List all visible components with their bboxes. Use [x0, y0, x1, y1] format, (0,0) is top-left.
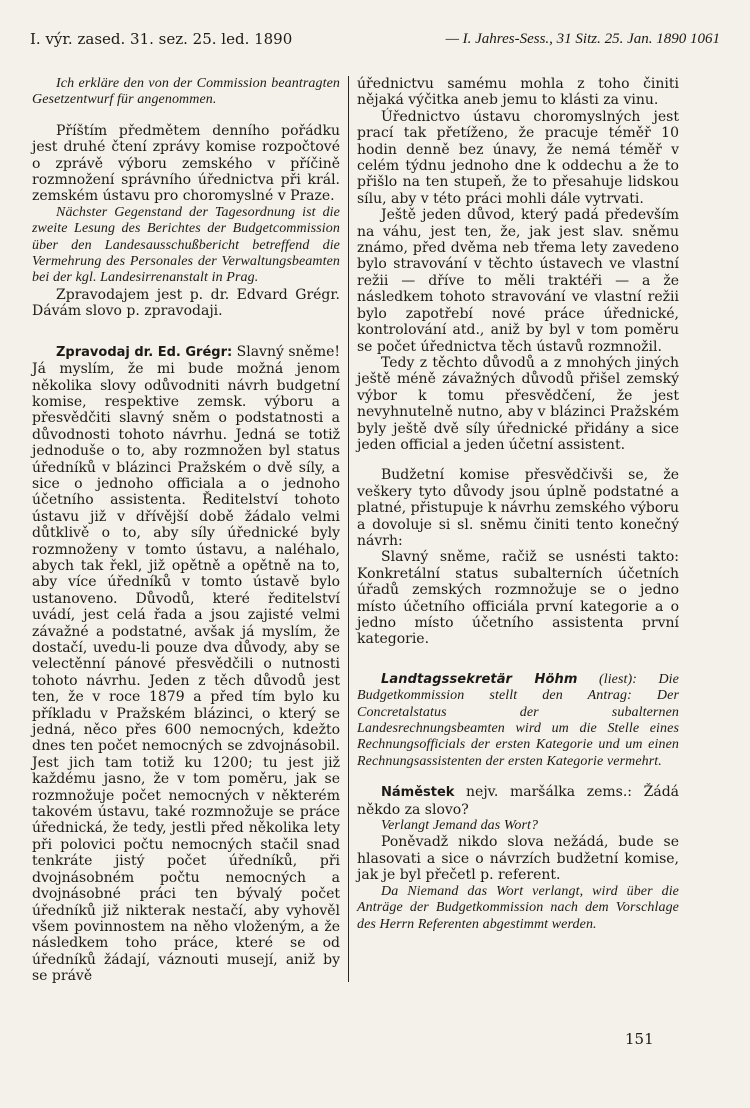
paragraph	[357, 467, 679, 549]
paragraph-text: Da Niemand das Wort verlangt, wird über die Anträge der Budgetkommission nach dem Vorschlage des Herrn Referenten abgestimmt werden.	[357, 883, 679, 932]
page-number: 151	[625, 1030, 654, 1048]
paragraph-gap	[357, 453, 679, 467]
paragraph-text: Poněvadž nikdo slova nežádá, bude se hlasovati a sice o návrzích budžetní komise, jak je byl přečetl p. referent.	[357, 834, 679, 884]
paragraph-text: Ještě jeden důvod, který padá především na váhu, jest ten, že, jak jest slav. sněmu známo, před dvěma neb třema lety zavedeno bylo stravování v těchto ústavech ve vlastní režii — dříve to měli traktéři — a že následkem tohoto stravování ve vlastní režii bylo zapotřebí nové práce úřednické, kontrolování atd., aniž by byl v tom poměru se počet úřednictva těch ústavů rozmnožil.	[357, 207, 679, 355]
paragraph	[357, 109, 679, 207]
paragraph-text: nejv. maršálka zems.: Žádá někdo za slovo?	[357, 784, 679, 818]
speaker-name: Náměstek	[381, 785, 455, 801]
paragraph-text: Úřednictvo ústavu choromyslných jest prací tak přetíženo, že pracuje téměř 10 hodin denně bez únavy, že nemá téměř v celém týdnu jednoho dne k oddechu a že to přišlo na ten stupeň, že to přesahuje lidskou sílu, aby v této práci mohli dále vytrvati.	[357, 108, 679, 207]
paragraph-gap	[32, 109, 340, 123]
paragraph	[357, 884, 679, 933]
paragraph-text: Slavný sněme! Já myslím, že mi bude možná jenom několika slovy odůvodniti návrh budgetní komise, respektive zemsk. výboru a přesvědčiti slavný sněm o podstatnosti a důvodnosti tohoto návrhu. Jedná se totiž jednoduše o to, aby rozmnožen byl status úředníků v blázinci Pražském o dvě síly, a sice o jednoho officiala a o jednoho účetního assistenta. Ředitelství tohoto ústavu již v dřívější době žádalo velmi důtklivě o to, aby síly úřednické byly rozmnoženy v tomto ústavu, a naléhalo, abych tak řekl, již opětně a opětně na to, aby více úředníků v tomto ústavě bylo ustanoveno. Důvodů, které ředitelství uvádí, jest celá řada a jsou zajisté velmi závažné a podstatné, avšak já myslím, že dostačí, uvedu-li pouze dva důvody, aby se velectěnní pánové přesvědčili o nutnosti tohoto návrhu. Jeden z těch důvodů jest ten, že v roce 1879 a před tím bylo ku příkladu v Pražském blázinci, o který se jedná, něco přes 600 nemocných, kdežto dnes ten počet nemocných se zdvojnásobil. Jest jich tam totiž ku 1200; tu jest již každému jasno, že v tom poměru, jak se rozmnožuje počet nemocných v některém takovém ústavu, také rozmnožuje se práce úřednická, že tedy, jestli před několika lety při polovici počtu nemocných stačil snad tenkráte jistý počet úředníků, při dvojnásobném počtu nemocných a dvojnásobné práci ten bývalý počet úředníků již nikterak nestačí, aby vyhověl všem povinnostem na něho vloženým, a že následkem toho práce, které se od úředníků žádají, váznouti musejí, aniž by se právě	[32, 343, 341, 985]
paragraph-text: Tedy z těchto důvodů a z mnohých jiných ještě méně závažných důvodů přišel zemský výbor k tomu přesvědčení, že jest nevyhnutelně nutno, aby v blázinci Pražském byly ještě dvě síly úřednické přidány a sice jeden official a jeden účetní assistent.	[357, 354, 679, 453]
paragraph-text: (liest): Die Budgetkommission stellt den Antrag: Der Concretalstatus der subalternen Landesrechnungsbeamten wird um die Stelle eines Rechnungsofficials der ersten Kategorie und um einen Rechnungsassistenten der ersten Kategorie vermehrt.	[357, 671, 679, 769]
paragraph-text: Slavný sněme, račiž se usnésti takto: Konkretální status subalterních účetních úřadů zemských rozmnožuje se o jedno místo účetního officiála první kategorie a o jedno místo účetního assistenta první kategorie.	[357, 549, 679, 648]
paragraph-text: Verlangt Jemand das Wort?	[381, 818, 539, 834]
paragraph	[357, 549, 679, 647]
header-czech: I. výr. zased. 31. sez. 25. led. 1890	[30, 30, 293, 48]
paragraph-text: úřednictvu samému mohla z toho činiti nějaká výčitka aneb jemu to klásti za vinu.	[357, 76, 679, 109]
paragraph	[32, 287, 340, 320]
paragraph	[357, 355, 679, 453]
paragraph-text: Zpravodajem jest p. dr. Edvard Grégr. Dávám slovo p. zpravodaji.	[32, 286, 340, 320]
paragraph-gap	[357, 770, 679, 784]
paragraph	[357, 76, 679, 109]
page-header	[30, 30, 720, 48]
speaker-name: Landtagssekretär Höhm	[381, 671, 578, 687]
paragraph-text: Příštím předmětem denního pořádku jest druhé čtení zprávy komise rozpočtové o zprávě výboru zemského v příčině rozmnožení správního úřednictva při král. zemském ústavu pro choromyslné v Praze.	[32, 122, 340, 205]
speaker-name: Zpravodaj dr. Ed. Grégr:	[56, 344, 233, 360]
left-column	[32, 76, 340, 985]
paragraph-text: Ich erkläre den von der Commission beantragten Gesetzentwurf für angenommen.	[32, 76, 340, 108]
paragraph	[32, 76, 340, 109]
paragraph	[357, 834, 679, 883]
paragraph	[357, 207, 679, 355]
paragraph	[357, 818, 679, 834]
paragraph-text: Nächster Gegenstand der Tagesordnung ist die zweite Lesung des Berichtes der Budgetcommission über den Landesausschußbericht betreffend die Vermehrung des Personales der Verwaltungsbeamten bei der kgl. Landesirrenanstalt in Prag.	[32, 204, 340, 286]
paragraph-gap	[357, 648, 679, 672]
paragraph-text: Budžetní komise přesvědčivši se, že veškery tyto důvody jsou úplně podstatné a platné, přistupuje k návrhu zemského výboru a dovoluje si sl. sněmu činiti tento konečný návrh:	[357, 467, 679, 549]
right-column	[348, 76, 679, 982]
paragraph	[357, 784, 679, 818]
paragraph	[32, 123, 340, 205]
paragraph-gap	[32, 320, 340, 344]
paragraph	[32, 205, 340, 287]
paragraph	[32, 344, 340, 985]
header-german: — I. Jahres-Sess., 31 Sitz. 25. Jan. 1890 1061	[445, 31, 720, 47]
paragraph	[357, 672, 679, 770]
